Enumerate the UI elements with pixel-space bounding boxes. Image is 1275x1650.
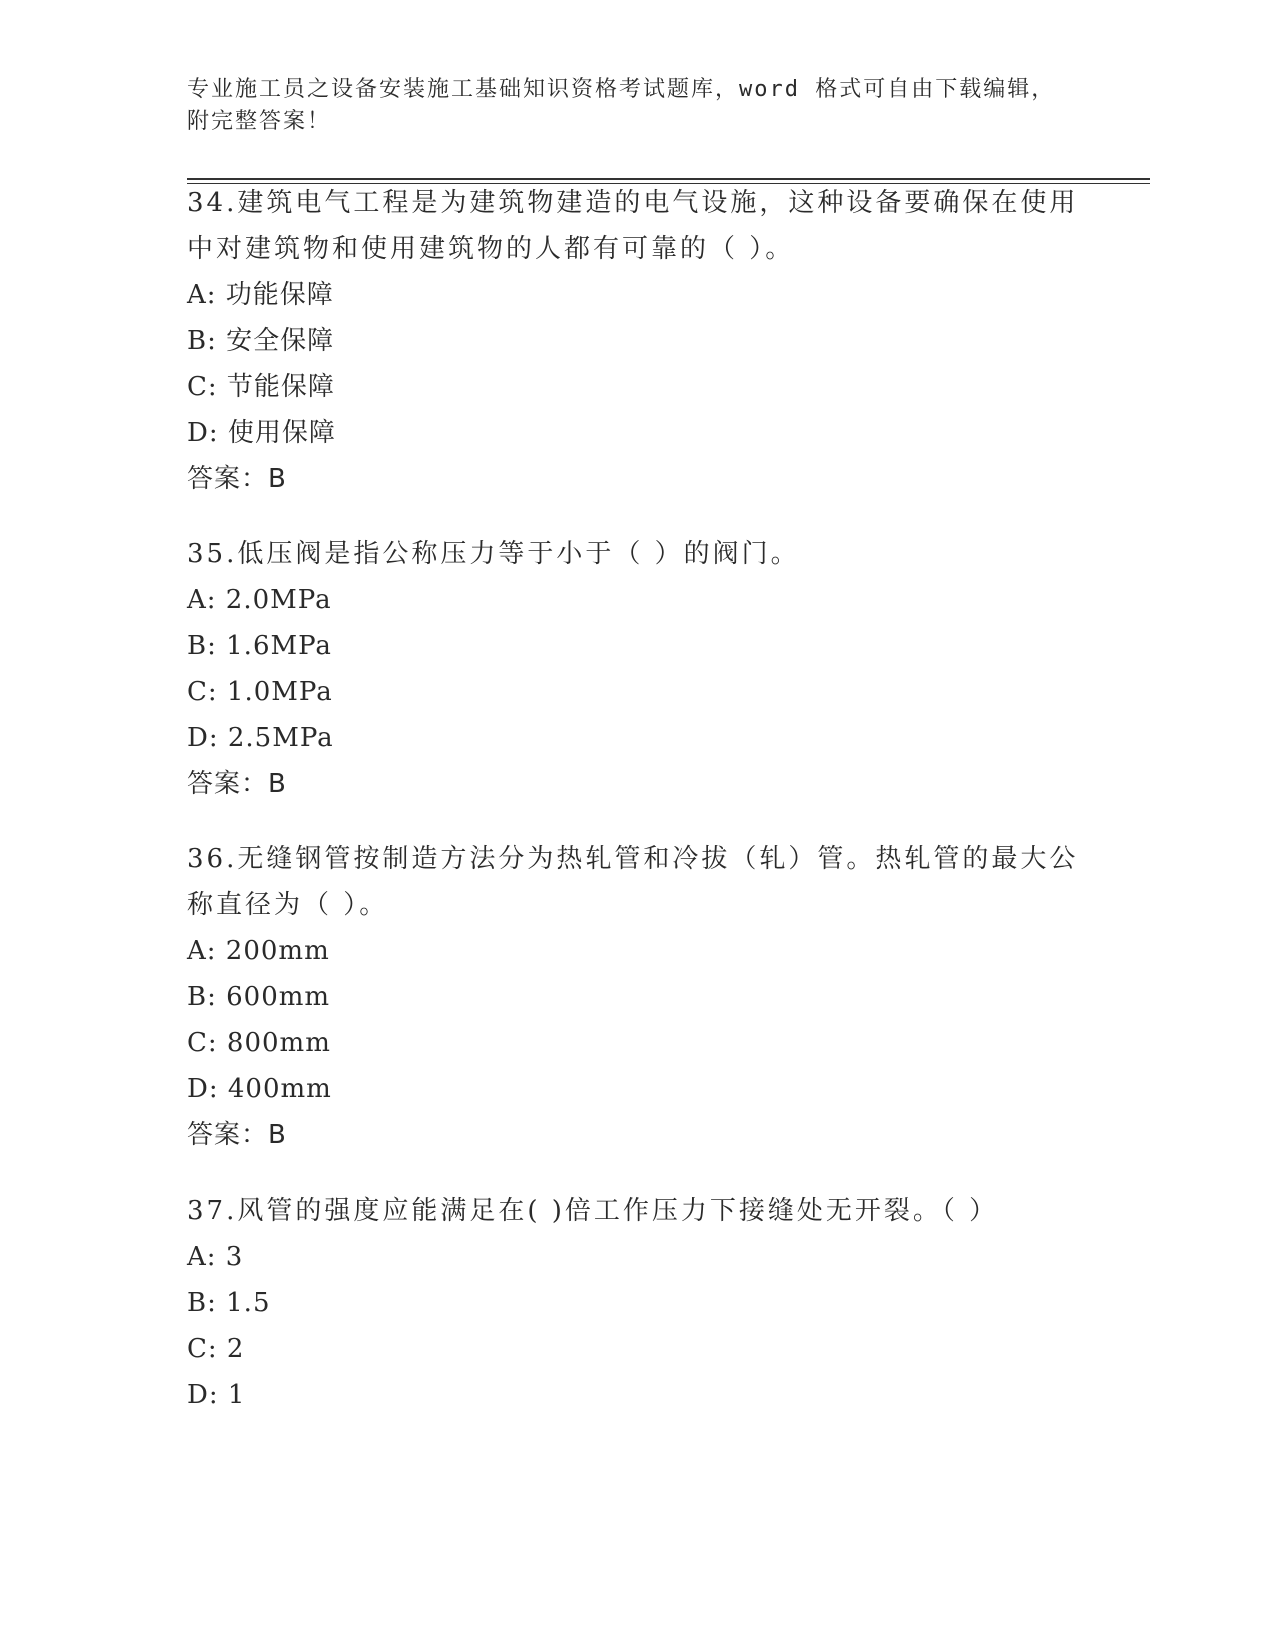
question-text-line-1: 36.无缝钢管按制造方法分为热轧管和冷拔（轧）管。热轧管的最大公 — [187, 844, 1079, 874]
option-b: B: 安全保障 — [187, 326, 335, 356]
option-c: C: 800mm — [187, 1028, 331, 1058]
option-b: B: 1.6MPa — [187, 631, 332, 661]
question-text-line-1: 35.低压阀是指公称压力等于小于（ ）的阀门。 — [187, 539, 800, 569]
question-text-line-2: 称直径为（ ）。 — [187, 890, 389, 920]
option-a: A: 3 — [187, 1242, 244, 1272]
option-d: D: 使用保障 — [187, 418, 336, 448]
answer-line: 答案：B — [187, 769, 287, 799]
document-header — [187, 74, 1067, 138]
option-a: A: 2.0MPa — [187, 585, 332, 615]
option-c: C: 2 — [187, 1334, 245, 1364]
header-line-1: 专业施工员之设备安装施工基础知识资格考试题库，word 格式可自由下载编辑， — [187, 77, 1056, 102]
option-a: A: 功能保障 — [187, 280, 334, 310]
option-b: B: 600mm — [187, 982, 331, 1012]
option-c: C: 节能保障 — [187, 372, 335, 402]
option-c: C: 1.0MPa — [187, 677, 333, 707]
header-line-2: 附完整答案！ — [187, 109, 332, 134]
option-b: B: 1.5 — [187, 1288, 271, 1318]
option-a: A: 200mm — [187, 936, 330, 966]
option-d: D: 1 — [187, 1380, 246, 1410]
answer-line: 答案：B — [187, 1120, 287, 1150]
question-35 — [187, 531, 1087, 807]
question-text-line-1: 37.风管的强度应能满足在( )倍工作压力下接缝处无开裂。（ ） — [187, 1196, 999, 1226]
question-text-line-1: 34.建筑电气工程是为建筑物建造的电气设施，这种设备要确保在使用 — [187, 188, 1079, 218]
question-34 — [187, 180, 1087, 502]
answer-line: 答案：B — [187, 464, 287, 494]
option-d: D: 400mm — [187, 1074, 332, 1104]
question-text-line-2: 中对建筑物和使用建筑物的人都有可靠的（ ）。 — [187, 234, 795, 264]
question-37 — [187, 1188, 1087, 1418]
question-36 — [187, 836, 1087, 1158]
option-d: D: 2.5MPa — [187, 723, 334, 753]
